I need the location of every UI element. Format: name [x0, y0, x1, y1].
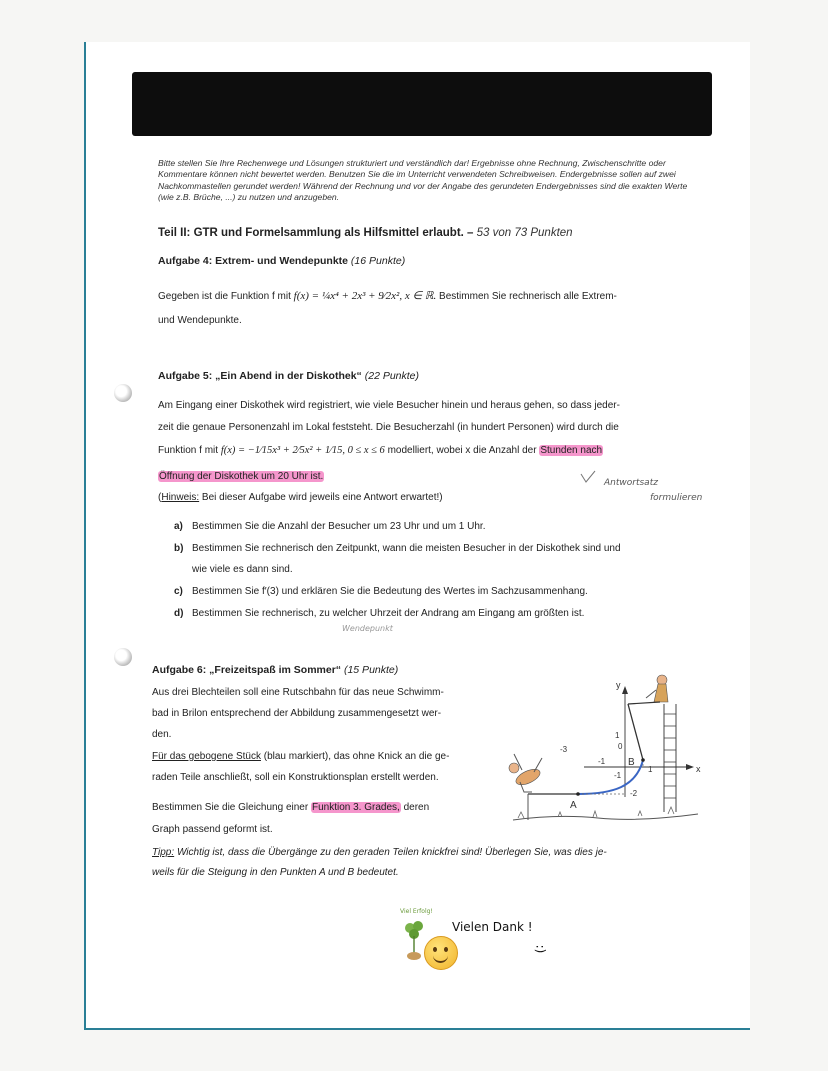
tick-y-minus-1: -1 [614, 771, 622, 780]
task5-text-mid: modelliert, wobei x die Anzahl der [387, 445, 537, 456]
task6-points: (15 Punkte) [343, 664, 399, 676]
task5-line2: zeit die genaue Personenzahl im Lokal feststeht. Die Besucherzahl (in hundert Personen) wird durch die [158, 422, 619, 433]
task6-underlined: Für das gebogene Stück [152, 751, 261, 762]
person-on-ladder-icon [646, 675, 668, 702]
task5-hint [158, 488, 443, 508]
tick-minus-3: -3 [560, 745, 568, 754]
task6-text: (blau markiert), das ohne Knick an die ge- [263, 751, 450, 762]
task4-title: Aufgabe 4: Extrem- und Wendepunkte [158, 255, 348, 267]
task6-text-post: deren [403, 802, 430, 813]
ground-line [513, 814, 698, 820]
task6-line4 [152, 747, 449, 767]
handwritten-note-2: formulieren [650, 493, 703, 503]
item-text: Bestimmen Sie f′(3) und erklären Sie die Bedeutung des Wertes im Sachzusammenhang. [192, 586, 588, 597]
check-mark-icon [578, 470, 598, 488]
task6-tip [152, 843, 607, 863]
x-axis-arrow [686, 764, 694, 770]
point-b [641, 758, 645, 762]
label-A: A [570, 800, 577, 811]
item-label: a) [174, 521, 183, 532]
item-text: Bestimmen Sie rechnerisch, zu welcher Uhrzeit der Andrang am Eingang am größten ist. [192, 608, 585, 619]
task5-heading [158, 370, 419, 382]
hint-text: Bei dieser Aufgabe wird jeweils eine Antwort erwartet!) [201, 492, 443, 503]
punch-hole-bottom [114, 648, 132, 666]
point-a [576, 792, 580, 796]
label-y: y [616, 680, 621, 690]
grass-icon [518, 807, 674, 818]
instructions-text: Bitte stellen Sie Ihre Rechenwege und Lösungen strukturiert und verständlich dar! Ergebnisse ohne Rechnung, Zwischenschritte oder Kommentare können nicht bewertet werden. Benutzen Sie die im Unterricht verwendeten Schreibweisen. Endergebnisse sollen auf zwei Nachkommastellen gerundet werden! Während der Rechnung und vor der Angabe des gerundeten Endergebnisses sind die exakten Werte (wie z.B. Brüche, ...) zu nutzen und anzugeben. [158, 158, 688, 202]
task5-text-pre: Funktion f mit [158, 445, 219, 456]
task5-item-a [174, 517, 485, 537]
sticker-text: Viel Erfolg! [400, 908, 433, 915]
task6-line6 [152, 798, 429, 818]
task6-tip-2: weils für die Steigung in den Punkten A und B bedeutet. [152, 867, 399, 878]
task6-line1: Aus drei Blechteilen soll eine Rutschbahn für das neue Schwimm- [152, 687, 444, 698]
task6-text-pre: Bestimmen Sie die Gleichung einer [152, 802, 309, 813]
task4-points: (16 Punkte) [350, 255, 406, 267]
task6-line5: raden Teile anschließt, soll ein Konstruktionsplan erstellt werden. [152, 772, 439, 783]
task6-heading [152, 664, 398, 676]
y-axis-arrow [622, 686, 628, 694]
task5-function: f(x) = −1⁄15x³ + 2⁄5x² + 1⁄15, 0 ≤ x ≤ 6 [220, 445, 385, 456]
task4-text-post: Bestimmen Sie rechnerisch alle Extrem- [439, 291, 617, 302]
sliding-person-icon [509, 754, 542, 792]
hint-label: Hinweis: [161, 492, 200, 503]
task5-title: Aufgabe 5: „Ein Abend in der Diskothek“ [158, 370, 362, 382]
task4-text-pre: Gegeben ist die Funktion f mit [158, 291, 291, 302]
redacted-header [132, 72, 712, 136]
item-text: wie viele es dann sind. [192, 564, 293, 575]
hint-paren: ( [158, 492, 162, 503]
label-B: B [628, 757, 635, 768]
part-points: 53 von 73 Punkten [476, 227, 573, 239]
label-x: x [696, 764, 701, 774]
ladder [664, 704, 676, 812]
task6-title: Aufgabe 6: „Freizeitspaß im Sommer“ [152, 664, 342, 676]
task4-line2: und Wendepunkte. [158, 315, 242, 326]
task4-function: f(x) = ¼x⁴ + 2x³ + 9⁄2x², x ∈ ℝ. [293, 290, 437, 302]
slide-figure [498, 672, 708, 832]
straight-part-upper [628, 704, 643, 760]
tick-y-1: 1 [615, 731, 620, 740]
handwritten-smiley: :) [533, 944, 548, 954]
item-label: d) [174, 608, 184, 619]
task4-line1 [158, 286, 703, 307]
part-heading [158, 227, 573, 239]
item-text: Bestimmen Sie die Anzahl der Besucher um 23 Uhr und um 1 Uhr. [192, 521, 486, 532]
task5-item-b-cont [174, 560, 293, 580]
task6-highlight: Funktion 3. Grades, [311, 802, 400, 813]
task6-line2: bad in Brilon entsprechend der Abbildung zusammengesetzt wer- [152, 708, 442, 719]
task4-heading [158, 255, 405, 267]
task5-item-b [174, 539, 621, 559]
punch-hole-top [114, 384, 132, 402]
task5-line1: Am Eingang einer Diskothek wird registriert, wie viele Besucher hinein und heraus gehen, so dass jeder- [158, 400, 620, 411]
task5-line4 [158, 467, 324, 487]
tick-origin: 0 [618, 742, 623, 751]
tip-label: Tipp: [152, 847, 175, 858]
tick-x-1: 1 [648, 765, 653, 774]
item-label: b) [174, 543, 184, 554]
item-label: c) [174, 586, 183, 597]
task6-line3: den. [152, 729, 172, 740]
handwritten-thanks: Vielen Dank ! [452, 920, 533, 934]
top-platform [628, 702, 660, 704]
task5-highlight-1: Stunden nach [540, 445, 603, 456]
task6-line7: Graph passend geformt ist. [152, 824, 273, 835]
part-title: Teil II: GTR und Formelsammlung als Hilfsmittel erlaubt. – [158, 227, 474, 239]
task5-line3 [158, 441, 603, 461]
item-text: Bestimmen Sie rechnerisch den Zeitpunkt, wann die meisten Besucher in der Diskothek sind und [192, 543, 621, 554]
task5-item-d [174, 604, 584, 624]
handwritten-note-3: Wendepunkt [342, 624, 393, 633]
tick-y-minus-2: -2 [630, 789, 638, 798]
handwritten-note-1: Antwortsatz [604, 478, 658, 488]
task5-highlight-2: Öffnung der Diskothek um 20 Uhr ist. [159, 471, 324, 482]
task5-item-c [174, 582, 588, 602]
smiley-sticker-icon [424, 936, 458, 970]
task5-points: (22 Punkte) [364, 370, 420, 382]
tip-text-1: Wichtig ist, dass die Übergänge zu den geraden Teilen knickfrei sind! Überlegen Sie, was dies je- [176, 847, 607, 858]
tick-x-minus-1: -1 [598, 757, 606, 766]
